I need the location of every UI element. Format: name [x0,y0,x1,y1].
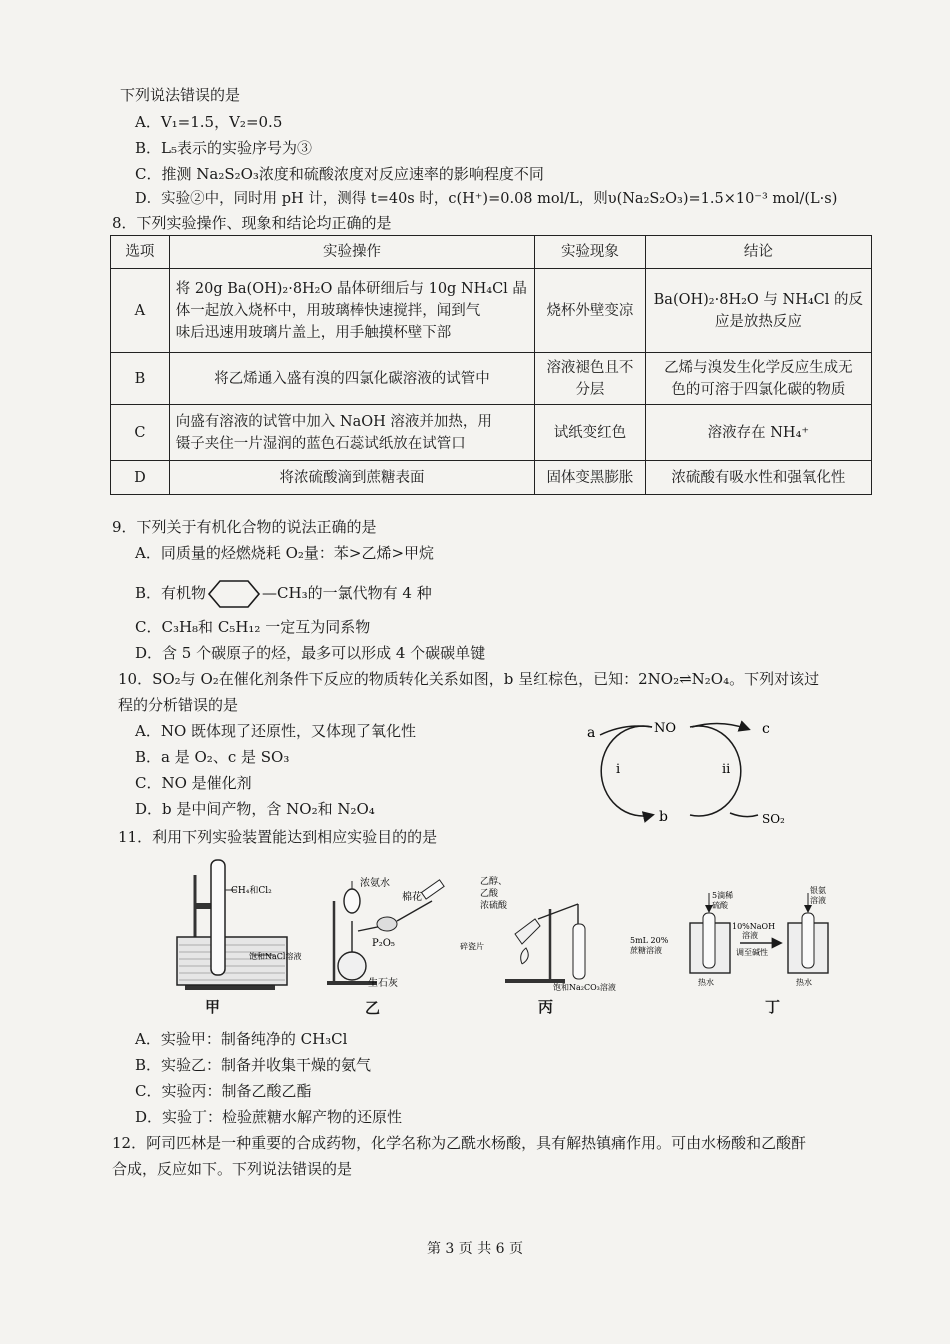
q9-option-b-pre: B．有机物 [135,584,207,602]
table-row [111,269,872,353]
arrow-so2-in [730,813,758,817]
label-bing-reag1: 乙醇、 [480,877,508,887]
label-ding-ag1: 银氨 [810,886,826,895]
q7-stem: 下列说法错误的是 [120,86,241,104]
row-conclusion [645,461,871,495]
op-line: 镊子夹住一片湿润的蓝色石蕊试纸放在试管口 [175,435,466,452]
row-label: B [111,353,170,405]
row-operation [169,353,534,405]
cyclohexane-ring-icon [206,578,262,610]
label-i: i [616,762,621,777]
concl-line: 应是放热反应 [714,313,802,330]
op-line: 向盛有溶液的试管中加入 NaOH 溶液并加热，用 [175,413,492,430]
label-ding-naoh1: 10%NaOH [732,922,776,931]
q11-option-d: D．实验丁：检验蔗糖水解产物的还原性 [135,1108,403,1126]
row-phenomenon [535,461,645,495]
phen-line: 试纸变红色 [553,424,627,441]
label-ding-sugar2: 蔗糖溶液 [630,946,662,955]
q8-table [110,235,872,495]
label-yi-cotton: 棉花 [402,892,422,903]
label-ii: ii [722,762,731,777]
label-ding-naoh3: 调至碱性 [736,948,768,957]
q7-option-b: B．L₅表示的实验序号为③ [135,139,312,157]
q7-option-a: A．V₁=1.5，V₂=0.5 [135,113,283,131]
row-operation [169,405,534,461]
label-a: a [587,725,596,741]
row-phenomenon [535,269,645,353]
q8-stem: 8．下列实验操作、现象和结论均正确的是 [112,214,392,232]
label-jia-sol: 饱和NaCl溶液 [249,952,302,961]
label-ding-acid1: 5滴稀 [712,891,734,900]
apparatus-yi-diagram [322,876,452,994]
phen-line: 固体变黑膨胀 [546,469,634,486]
header-option: 选项 [111,236,170,269]
q12-stem-line2: 合成，反应如下。下列说法错误的是 [112,1160,353,1178]
table-row [111,353,872,405]
concl-line: 乙烯与溴发生化学反应生成无 [664,359,853,376]
label-ding-sugar1: 5mL 20% [630,936,669,945]
row-phenomenon [535,405,645,461]
q9-option-a: A．同质量的烃燃烧耗 O₂量：苯>乙烯>甲烷 [135,544,435,562]
q9-option-c: C．C₃H₈和 C₅H₁₂ 一定互为同系物 [135,618,371,636]
label-ding-hot2: 热水 [796,978,812,987]
q10-option-c: C．NO 是催化剂 [135,774,252,792]
q10-cycle-diagram [580,715,800,830]
label-bing-reag3: 浓硫酸 [480,901,508,911]
row-operation [169,461,534,495]
op-line: 将 20g Ba(OH)₂·8H₂O 晶体研细后与 10g NH₄Cl 晶 [175,280,527,297]
table-header-row [111,236,872,269]
q7-option-c: C．推测 Na₂S₂O₃浓度和硫酸浓度对反应速率的影响程度不同 [135,165,544,183]
label-yi-lime: 生石灰 [368,978,398,989]
header-conclusion: 结论 [645,236,871,269]
label-no: NO [654,721,677,736]
q9-stem: 9．下列关于有机化合物的说法正确的是 [112,518,377,536]
row-conclusion [645,269,871,353]
caption-jia: 甲 [205,998,221,1016]
q9-option-b [135,578,432,610]
phen-line: 溶液褪色且不 [546,359,634,376]
q10-option-a: A．NO 既体现了还原性，又体现了氧化性 [135,722,417,740]
label-yi-top: 浓氨水 [360,878,390,889]
q10-stem-line1: 10．SO₂与 O₂在催化剂条件下反应的物质转化关系如图，b 呈红棕色，已知：2NO₂⇌N₂O₄。下列对该过 [118,670,820,688]
label-jia-gas: CH₄和Cl₂ [231,886,272,896]
row-label: A [111,269,170,353]
concl-line: 溶液存在 NH₄⁺ [707,424,810,441]
apparatus-ding-diagram [630,883,840,993]
header-phenomenon: 实验现象 [535,236,645,269]
op-line: 将浓硫酸滴到蔗糖表面 [279,469,425,486]
concl-line: 色的可溶于四氯化碳的物质 [671,381,846,398]
row-conclusion [645,353,871,405]
table-row [111,405,872,461]
page-footer: 第 3 页 共 6 页 [426,1241,524,1257]
q11-option-b: B．实验乙：制备并收集干燥的氨气 [135,1056,372,1074]
q11-stem: 11．利用下列实验装置能达到相应实验目的的是 [118,828,438,846]
q11-option-a: A．实验甲：制备纯净的 CH₃Cl [135,1030,348,1048]
q7-option-d: D．实验②中，同时用 pH 计，测得 t=40s 时，c(H⁺)=0.08 mol/L，则υ(Na₂S₂O₃)=1.5×10⁻³ mol/(L·s) [135,191,838,207]
q12-stem-line1: 12．阿司匹林是一种重要的合成药物，化学名称为乙酰水杨酸，具有解热镇痛作用。可由水杨酸和乙酸酐 [112,1134,807,1152]
op-line: 体一起放入烧杯中，用玻璃棒快速搅拌，闻到气 [175,302,481,319]
apparatus-bing-diagram [460,874,630,992]
q9-option-b-post: 的一氯代物有 4 种 [307,584,432,602]
label-bing-reag2: 乙酸 [480,889,499,899]
row-operation [169,269,534,353]
label-ding-hot1: 热水 [698,978,714,987]
phen-line: 分层 [575,381,605,398]
row-label: D [111,461,170,495]
header-operation: 实验操作 [169,236,534,269]
row-phenomenon [535,353,645,405]
q9-option-d: D．含 5 个碳原子的烃，最多可以形成 4 个碳碳单键 [135,644,486,662]
label-ding-acid2: 硫酸 [712,901,728,910]
apparatus-jia-diagram [165,855,325,995]
label-so2: SO₂ [762,812,785,826]
op-line: 将乙烯通入盛有溴的四氯化碳溶液的试管中 [214,370,490,387]
label-ding-ag2: 溶液 [810,896,826,905]
concl-line: Ba(OH)₂·8H₂O 与 NH₄Cl 的反 [653,291,863,308]
row-conclusion [645,405,871,461]
label-bing-chips: 碎瓷片 [460,942,484,951]
op-line: 味后迅速用玻璃片盖上，用手触摸杯壁下部 [175,324,452,341]
caption-bing: 丙 [538,998,554,1016]
caption-ding: 丁 [765,998,781,1016]
label-b: b [659,809,668,825]
label-ding-naoh2: 溶液 [742,931,758,940]
label-yi-p2o5: P₂O₅ [372,938,395,949]
q11-option-c: C．实验丙：制备乙酸乙酯 [135,1082,312,1100]
q10-option-d: D．b 是中间产物，含 NO₂和 N₂O₄ [135,800,375,818]
cycle-ii-arc [690,726,741,816]
caption-yi: 乙 [365,999,381,1017]
cycle-i-arc [601,726,652,816]
row-label: C [111,405,170,461]
q10-stem-line2: 程的分析错误的是 [118,696,239,714]
q10-option-b: B．a 是 O₂、c 是 SO₃ [135,748,290,766]
concl-line: 浓硫酸有吸水性和强氧化性 [671,469,846,486]
phen-line: 烧杯外壁变凉 [546,302,634,319]
label-bing-sol: 饱和Na₂CO₃溶液 [553,983,616,992]
label-c: c [762,721,770,737]
table-row [111,461,872,495]
q9-option-b-ch3: —CH₃ [262,584,308,602]
